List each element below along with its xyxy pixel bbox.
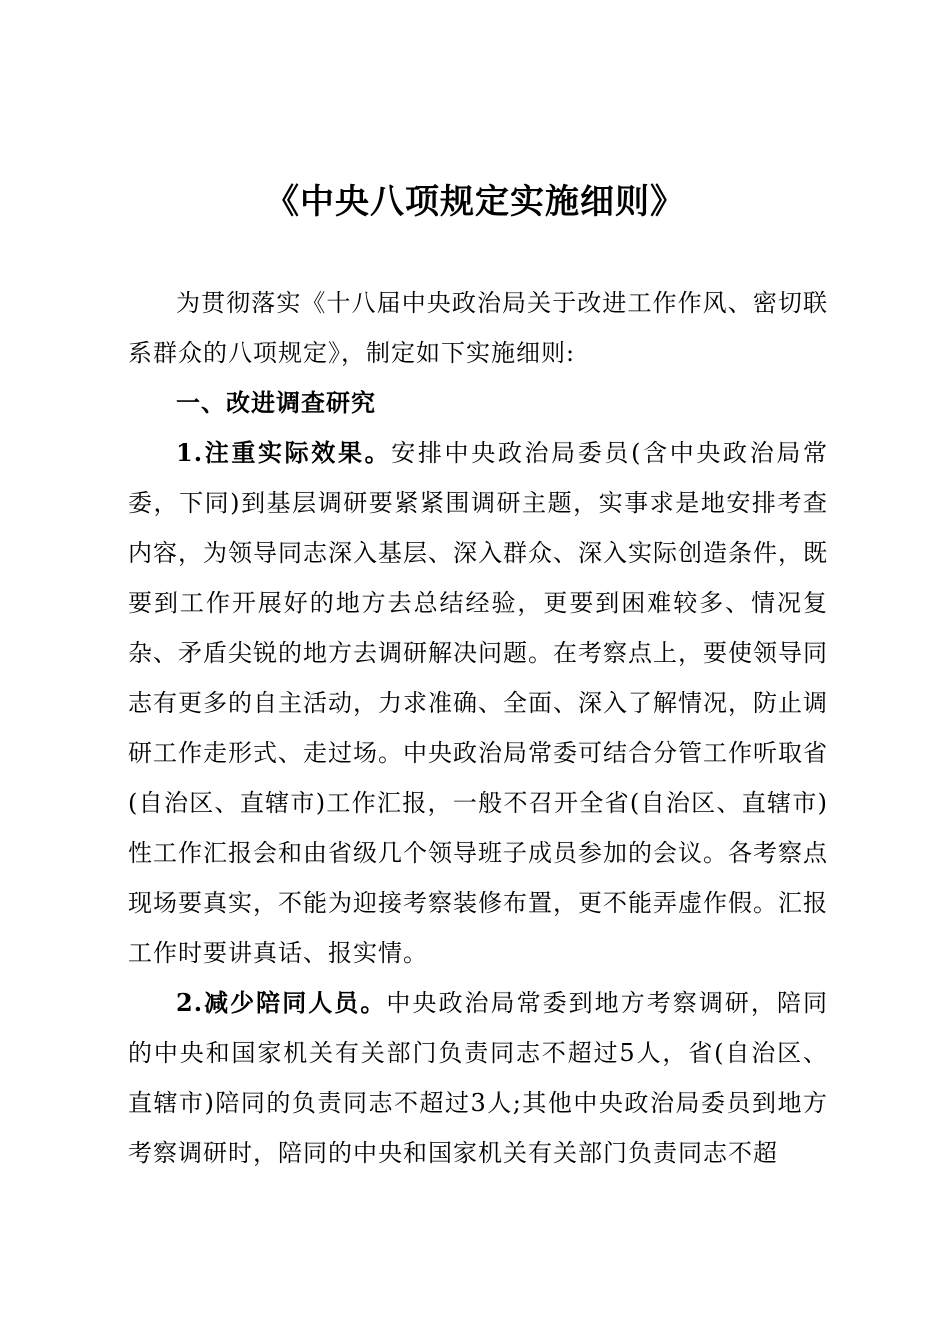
item-paragraph-2	[128, 978, 828, 1178]
item-lead-2: 2.减少陪同人员。	[176, 988, 387, 1017]
item-lead-1: 1.注重实际效果。	[176, 438, 392, 467]
item-text-2: 中央政治局常委到地方考察调研，陪同的中央和国家机关有关部门负责同志不超过5人，省(自治区、直辖市)陪同的负责同志不超过3人;其他中央政治局委员到地方考察调研时，陪同的中央和国家机关有关部门负责同志不超	[128, 989, 828, 1167]
document-body	[128, 278, 828, 1178]
document-title: 《中央八项规定实施细则》	[265, 182, 685, 222]
item-text-1: 安排中央政治局委员(含中央政治局常委，下同)到基层调研要紧紧围调研主题，实事求是地安排考查内容，为领导同志深入基层、深入群众、深入实际创造条件，既要到工作开展好的地方去总结经验，更要到困难较多、情况复杂、矛盾尖锐的地方去调研解决问题。在考察点上，要使领导同志有更多的自主活动，力求准确、全面、深入了解情况，防止调研工作走形式、走过场。中央政治局常委可结合分管工作听取省(自治区、直辖市)工作汇报，一般不召开全省(自治区、直辖市)性工作汇报会和由省级几个领导班子成员参加的会议。各考察点现场要真实，不能为迎接考察装修布置，更不能弄虚作假。汇报工作时要讲真话、报实情。	[128, 439, 828, 967]
intro-paragraph: 为贯彻落实《十八届中央政治局关于改进工作作风、密切联系群众的八项规定》，制定如下实施细则:	[128, 289, 828, 367]
section-heading: 一、改进调查研究	[176, 388, 376, 417]
item-paragraph-1	[128, 428, 828, 978]
